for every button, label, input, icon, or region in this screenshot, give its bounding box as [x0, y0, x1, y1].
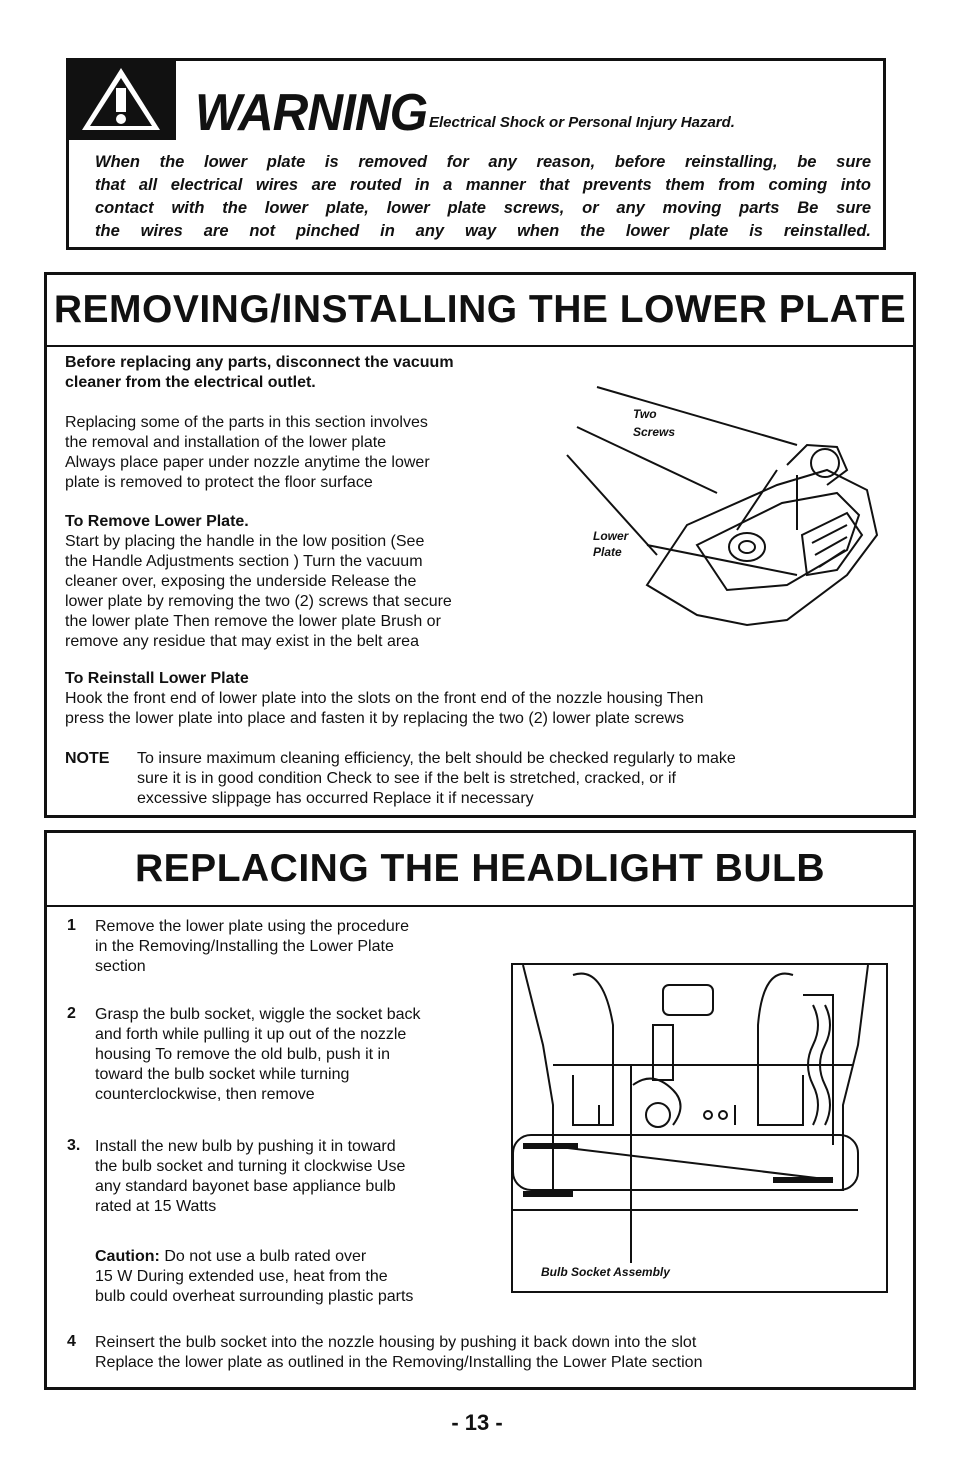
lower-plate-illustration	[547, 375, 907, 635]
text-line: Start by placing the handle in the low position (See	[65, 533, 425, 550]
warning-line: contact with the lower plate, lower plate screws, or any moving parts Be sure	[95, 199, 871, 217]
text-line: Always place paper under nozzle anytime the lower	[65, 454, 430, 471]
section-heading: REPLACING THE HEADLIGHT BULB	[47, 833, 913, 907]
text-line: rated at 15 Watts	[95, 1198, 217, 1215]
step-2	[95, 1005, 421, 1105]
text-line: Replacing some of the parts in this section involves	[65, 414, 428, 431]
figure-label-lower: Lower	[593, 529, 629, 543]
text-line: Install the new bulb by pushing it in toward	[95, 1138, 396, 1155]
figure-label-two: Two	[633, 407, 657, 421]
figure-label-plate: Plate	[593, 545, 622, 559]
step-4	[95, 1333, 702, 1373]
text-line: section	[95, 958, 146, 975]
text-line: excessive slippage has occurred Replace it if necessary	[137, 790, 534, 807]
text-line: in the Removing/Installing the Lower Plate	[95, 938, 394, 955]
page-number: - 13 -	[451, 1410, 503, 1435]
text-line: the Handle Adjustments section ) Turn the vacuum	[65, 553, 423, 570]
text-line: Remove the lower plate using the procedure	[95, 918, 409, 935]
step-number: 3.	[67, 1137, 81, 1154]
text-line: Hook the front end of lower plate into the slots on the front end of the nozzle housing Then	[65, 690, 704, 707]
caution-note	[95, 1247, 413, 1307]
caution-label: Caution:	[95, 1248, 160, 1265]
step-number: 1	[67, 917, 76, 934]
figure-label-screws: Screws	[633, 425, 676, 439]
headlight-section	[44, 830, 916, 1390]
step-number: 2	[67, 1005, 76, 1022]
text-line: To insure maximum cleaning efficiency, the belt should be checked regularly to make	[137, 750, 736, 767]
text-line: the bulb socket and turning it clockwise Use	[95, 1158, 406, 1175]
bulb-socket-photo	[511, 963, 888, 1293]
text-line: Before replacing any parts, disconnect the vacuum	[65, 354, 454, 371]
text-line: press the lower plate into place and fasten it by replacing the two (2) lower plate screws	[65, 710, 684, 727]
text-line: bulb could overheat surrounding plastic parts	[95, 1288, 414, 1305]
text-line: sure it is in good condition Check to see if the belt is stretched, cracked, or if	[137, 770, 676, 787]
warning-icon	[66, 58, 176, 140]
warning-line: that all electrical wires are routed in a manner that prevents them from coming into	[95, 176, 871, 194]
text-line: cleaner over, exposing the underside Release the	[65, 573, 417, 590]
text-line: Replace the lower plate as outlined in the Removing/Installing the Lower Plate section	[95, 1354, 703, 1371]
text-line: and forth while pulling it up out of the nozzle	[95, 1026, 407, 1043]
subheading: To Reinstall Lower Plate	[65, 670, 249, 687]
text-line: remove any residue that may exist in the belt area	[65, 633, 419, 650]
reinstall-instructions	[65, 669, 703, 729]
warning-line: When the lower plate is removed for any reason, before reinstalling, be sure	[95, 153, 871, 171]
note-label: NOTE	[65, 750, 110, 767]
warning-title: WARNING	[195, 84, 428, 142]
text-line: Reinsert the bulb socket into the nozzle housing by pushing it back down into the slot	[95, 1334, 697, 1351]
remove-instructions	[65, 512, 452, 652]
text-line: 15 W During extended use, heat from the	[95, 1268, 388, 1285]
text-line: counterclockwise, then remove	[95, 1086, 315, 1103]
section-heading: REMOVING/INSTALLING THE LOWER PLATE	[47, 275, 913, 347]
warning-line: the wires are not pinched in any way when the lower plate is reinstalled.	[95, 222, 871, 240]
text-line: the lower plate Then remove the lower plate Brush or	[65, 613, 441, 630]
subheading: To Remove Lower Plate.	[65, 513, 249, 530]
step-3	[95, 1137, 405, 1217]
step-1	[95, 917, 409, 977]
text-line: toward the bulb socket while turning	[95, 1066, 350, 1083]
step-number: 4	[67, 1333, 76, 1350]
text-line: Do not use a bulb rated over	[164, 1248, 367, 1265]
lower-plate-section	[44, 272, 916, 818]
text-line: cleaner from the electrical outlet.	[65, 374, 316, 391]
note-text	[137, 749, 736, 809]
text-line: plate is removed to protect the floor surface	[65, 474, 373, 491]
text-line: any standard bayonet base appliance bulb	[95, 1178, 396, 1195]
text-line: housing To remove the old bulb, push it in	[95, 1046, 391, 1063]
warning-box	[66, 58, 886, 250]
intro-paragraph	[65, 413, 430, 493]
disconnect-warning	[65, 353, 454, 393]
text-line: Grasp the bulb socket, wiggle the socket back	[95, 1006, 421, 1023]
warning-body	[95, 151, 871, 243]
text-line: the removal and installation of the lower plate	[65, 434, 387, 451]
text-line: lower plate by removing the two (2) screws that secure	[65, 593, 452, 610]
photo-caption: Bulb Socket Assembly	[541, 1265, 670, 1279]
warning-subtitle: Electrical Shock or Personal Injury Hazard.	[429, 114, 735, 131]
